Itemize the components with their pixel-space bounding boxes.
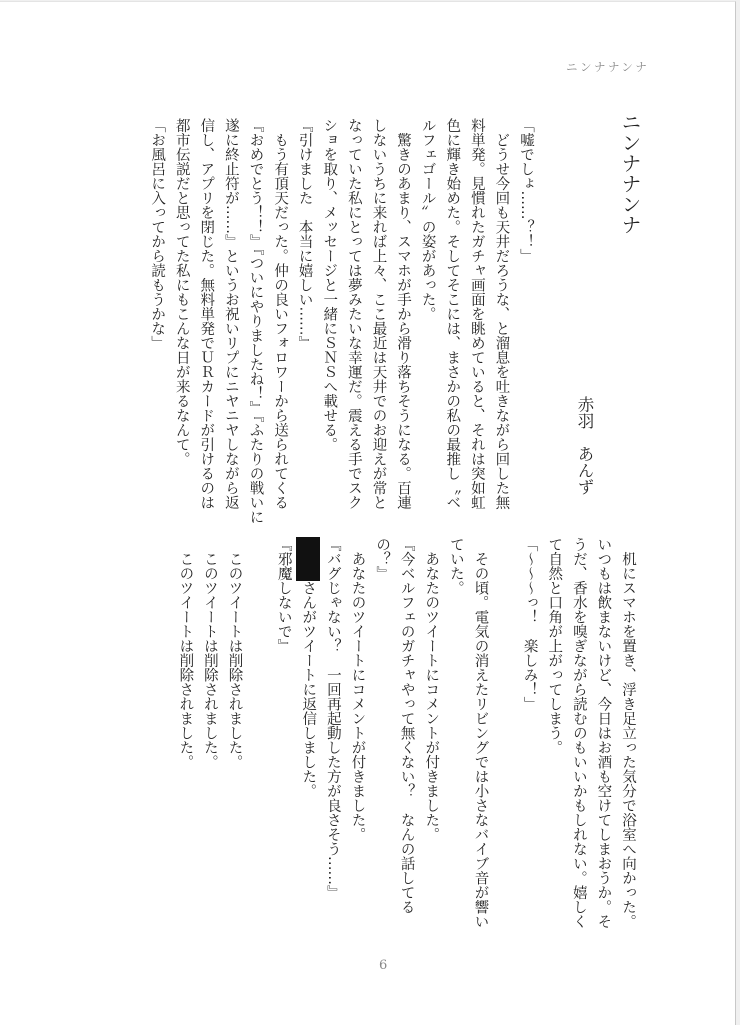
- text-column: どうせ今回も天井だろうな、と溜息を吐きながら回した無: [493, 118, 510, 510]
- body-text-upper: [145, 118, 539, 524]
- text-column: [296, 537, 321, 937]
- page-number: 6: [379, 958, 388, 973]
- text-column: あなたのツイートにコメントが付きました。: [349, 537, 366, 842]
- text-column: あなたのツイートにコメントが付きました。: [423, 537, 440, 842]
- text-column: 料単発。見慣れたガチャ画面を眺めていると、それは突如虹: [468, 118, 485, 510]
- text-column: [492, 537, 517, 937]
- text-column: 色に輝き始めた。そしてそこには、まさかの私の最推し〝ベ: [444, 118, 461, 510]
- text-column: ショを取り、メッセージと一緒にＳＮＳへ載せる。: [321, 118, 338, 452]
- text-column: いつもは飲まないけど、今日はお酒も空けてしまおうか。そ: [595, 537, 612, 929]
- text-column: 「〜〜〜っ！ 楽しみ！」: [521, 537, 538, 711]
- text-column: もう有頂天だった。仲の良いフォロワーから送られてくる: [272, 118, 289, 510]
- text-column: その頃。電気の消えたリビングでは小さなバイブ音が響い: [472, 537, 489, 929]
- text-column: [247, 537, 272, 937]
- text-column: 「お風呂に入ってから読もうかな」: [149, 118, 166, 350]
- text-column: 信し、アプリを閉じた。無料単発でＵＲカードが引けるのは: [198, 118, 215, 510]
- text-column: 『バグじゃない？ 一回再起動した方が良さそう……』: [324, 537, 341, 900]
- text-column: 驚きのあまり、スマホが手から滑り落ちそうになる。百連: [395, 118, 412, 510]
- text-column: このツイートは削除されました。: [226, 537, 243, 769]
- text-column: 「嘘でしょ……？！」: [518, 118, 534, 263]
- text-column: て自然と口角が上がってしまう。: [546, 537, 563, 755]
- text-column: うだ、香水を嗅ぎながら読むのもいいかもしれない。嬉しく: [570, 537, 587, 929]
- text-column: 都市伝説だと思ってた私にもこんな日が来るなんて。: [173, 118, 190, 466]
- text-column: 『おめでとう！！』『ついにやりましたね！』『ふたりの戦いに: [247, 118, 264, 524]
- text-column: なっていた私にとっては夢みたいな幸運だ。震える手でスク: [345, 118, 362, 510]
- text-column: 机にスマホを置き、浮き足立った気分で浴室へ向かった。: [620, 537, 636, 929]
- text-column: 遂に終止符が……』というお祝いリプにニヤニヤしながら返: [222, 118, 239, 510]
- story-title: ニンナナンナ: [618, 112, 642, 235]
- author-name: 赤羽 あんず: [575, 396, 594, 495]
- text-column: ルフェゴール〟の姿があった。: [419, 118, 436, 321]
- text-column: の？』: [374, 537, 391, 581]
- redacted-username: [296, 537, 321, 581]
- text-column: しないうちに来れば上々、ここ最近は天井でのお迎えが常と: [370, 118, 387, 510]
- document-page: [0, 1, 736, 1025]
- text-column: このツイートは削除されました。: [201, 537, 218, 769]
- body-text-lower: [173, 537, 640, 937]
- text-column: このツイートは削除されました。: [177, 537, 194, 769]
- text-column: 『引けました 本当に嬉しい……』: [296, 118, 313, 350]
- text-column: 『邪魔しないで』: [275, 537, 292, 653]
- text-column: 『今ベルフェのガチャやって無くない？ なんの話してる: [398, 537, 415, 914]
- running-header: ニンナナンナ: [566, 60, 650, 74]
- column-text: さんがツイートに返信しました。: [300, 580, 317, 798]
- text-column: ていた。: [447, 537, 464, 595]
